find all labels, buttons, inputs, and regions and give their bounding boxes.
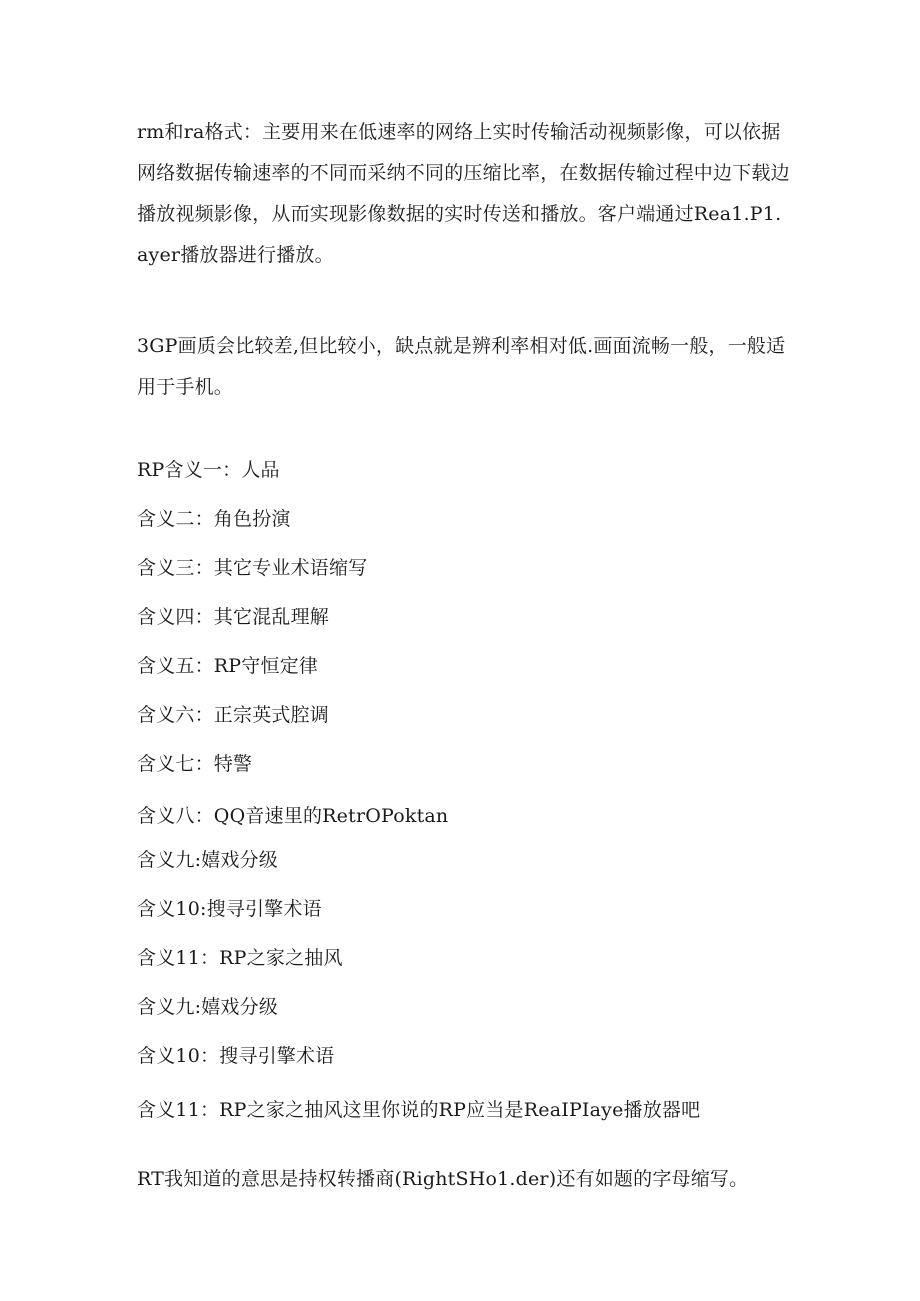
rp-meaning-9-repeat: 含义九:嬉戏分级 <box>137 996 279 1018</box>
rp-meaning-7: 含义七：特警 <box>137 753 253 775</box>
rp-meaning-4: 含义四：其它混乱理解 <box>137 606 330 628</box>
rp-meaning-9: 含义九:嬉戏分级 <box>137 849 279 871</box>
rp-meaning-10: 含义10:搜寻引擎术语 <box>137 898 322 920</box>
rp-meaning-1: RP含义一：人品 <box>137 459 280 481</box>
paragraph-rm-format: rm和ra格式：主要用来在低速率的网络上实时传输活动视频影像，可以依据网络数据传输速率的不同而采纳不同的压缩比率，在数据传输过程中边下载边播放视频影像，从而实现影像数据的实时传送和播放。客户端通过Rea1.P1.ayer播放器进行播放。 <box>137 121 790 266</box>
rp-meaning-3: 含义三：其它专业术语缩写 <box>137 557 368 579</box>
paragraph-3gp-format: 3GP画质会比较差,但比较小，缺点就是辨利率相对低.画面流畅一般，一般适用于手机。 <box>137 335 786 398</box>
rp-meaning-8: 含义八：QQ音速里的RetrOPoktan <box>137 805 449 827</box>
rp-meaning-5: 含义五：RP守恒定律 <box>137 655 319 677</box>
rp-meaning-2: 含义二：角色扮演 <box>137 508 291 530</box>
closing-paragraph: RT我知道的意思是持权转播商(RightSHo1.der)还有如题的字母缩写。 <box>137 1168 749 1190</box>
rp-meaning-11: 含义11：RP之家之抽风 <box>137 947 343 969</box>
rp-meaning-10-repeat: 含义10：搜寻引擎术语 <box>137 1045 335 1067</box>
rp-meaning-6: 含义六：正宗英式腔调 <box>137 704 330 726</box>
rp-meaning-11-repeat: 含义11：RP之家之抽风这里你说的RP应当是ReaIPIaye播放器吧 <box>137 1099 701 1121</box>
